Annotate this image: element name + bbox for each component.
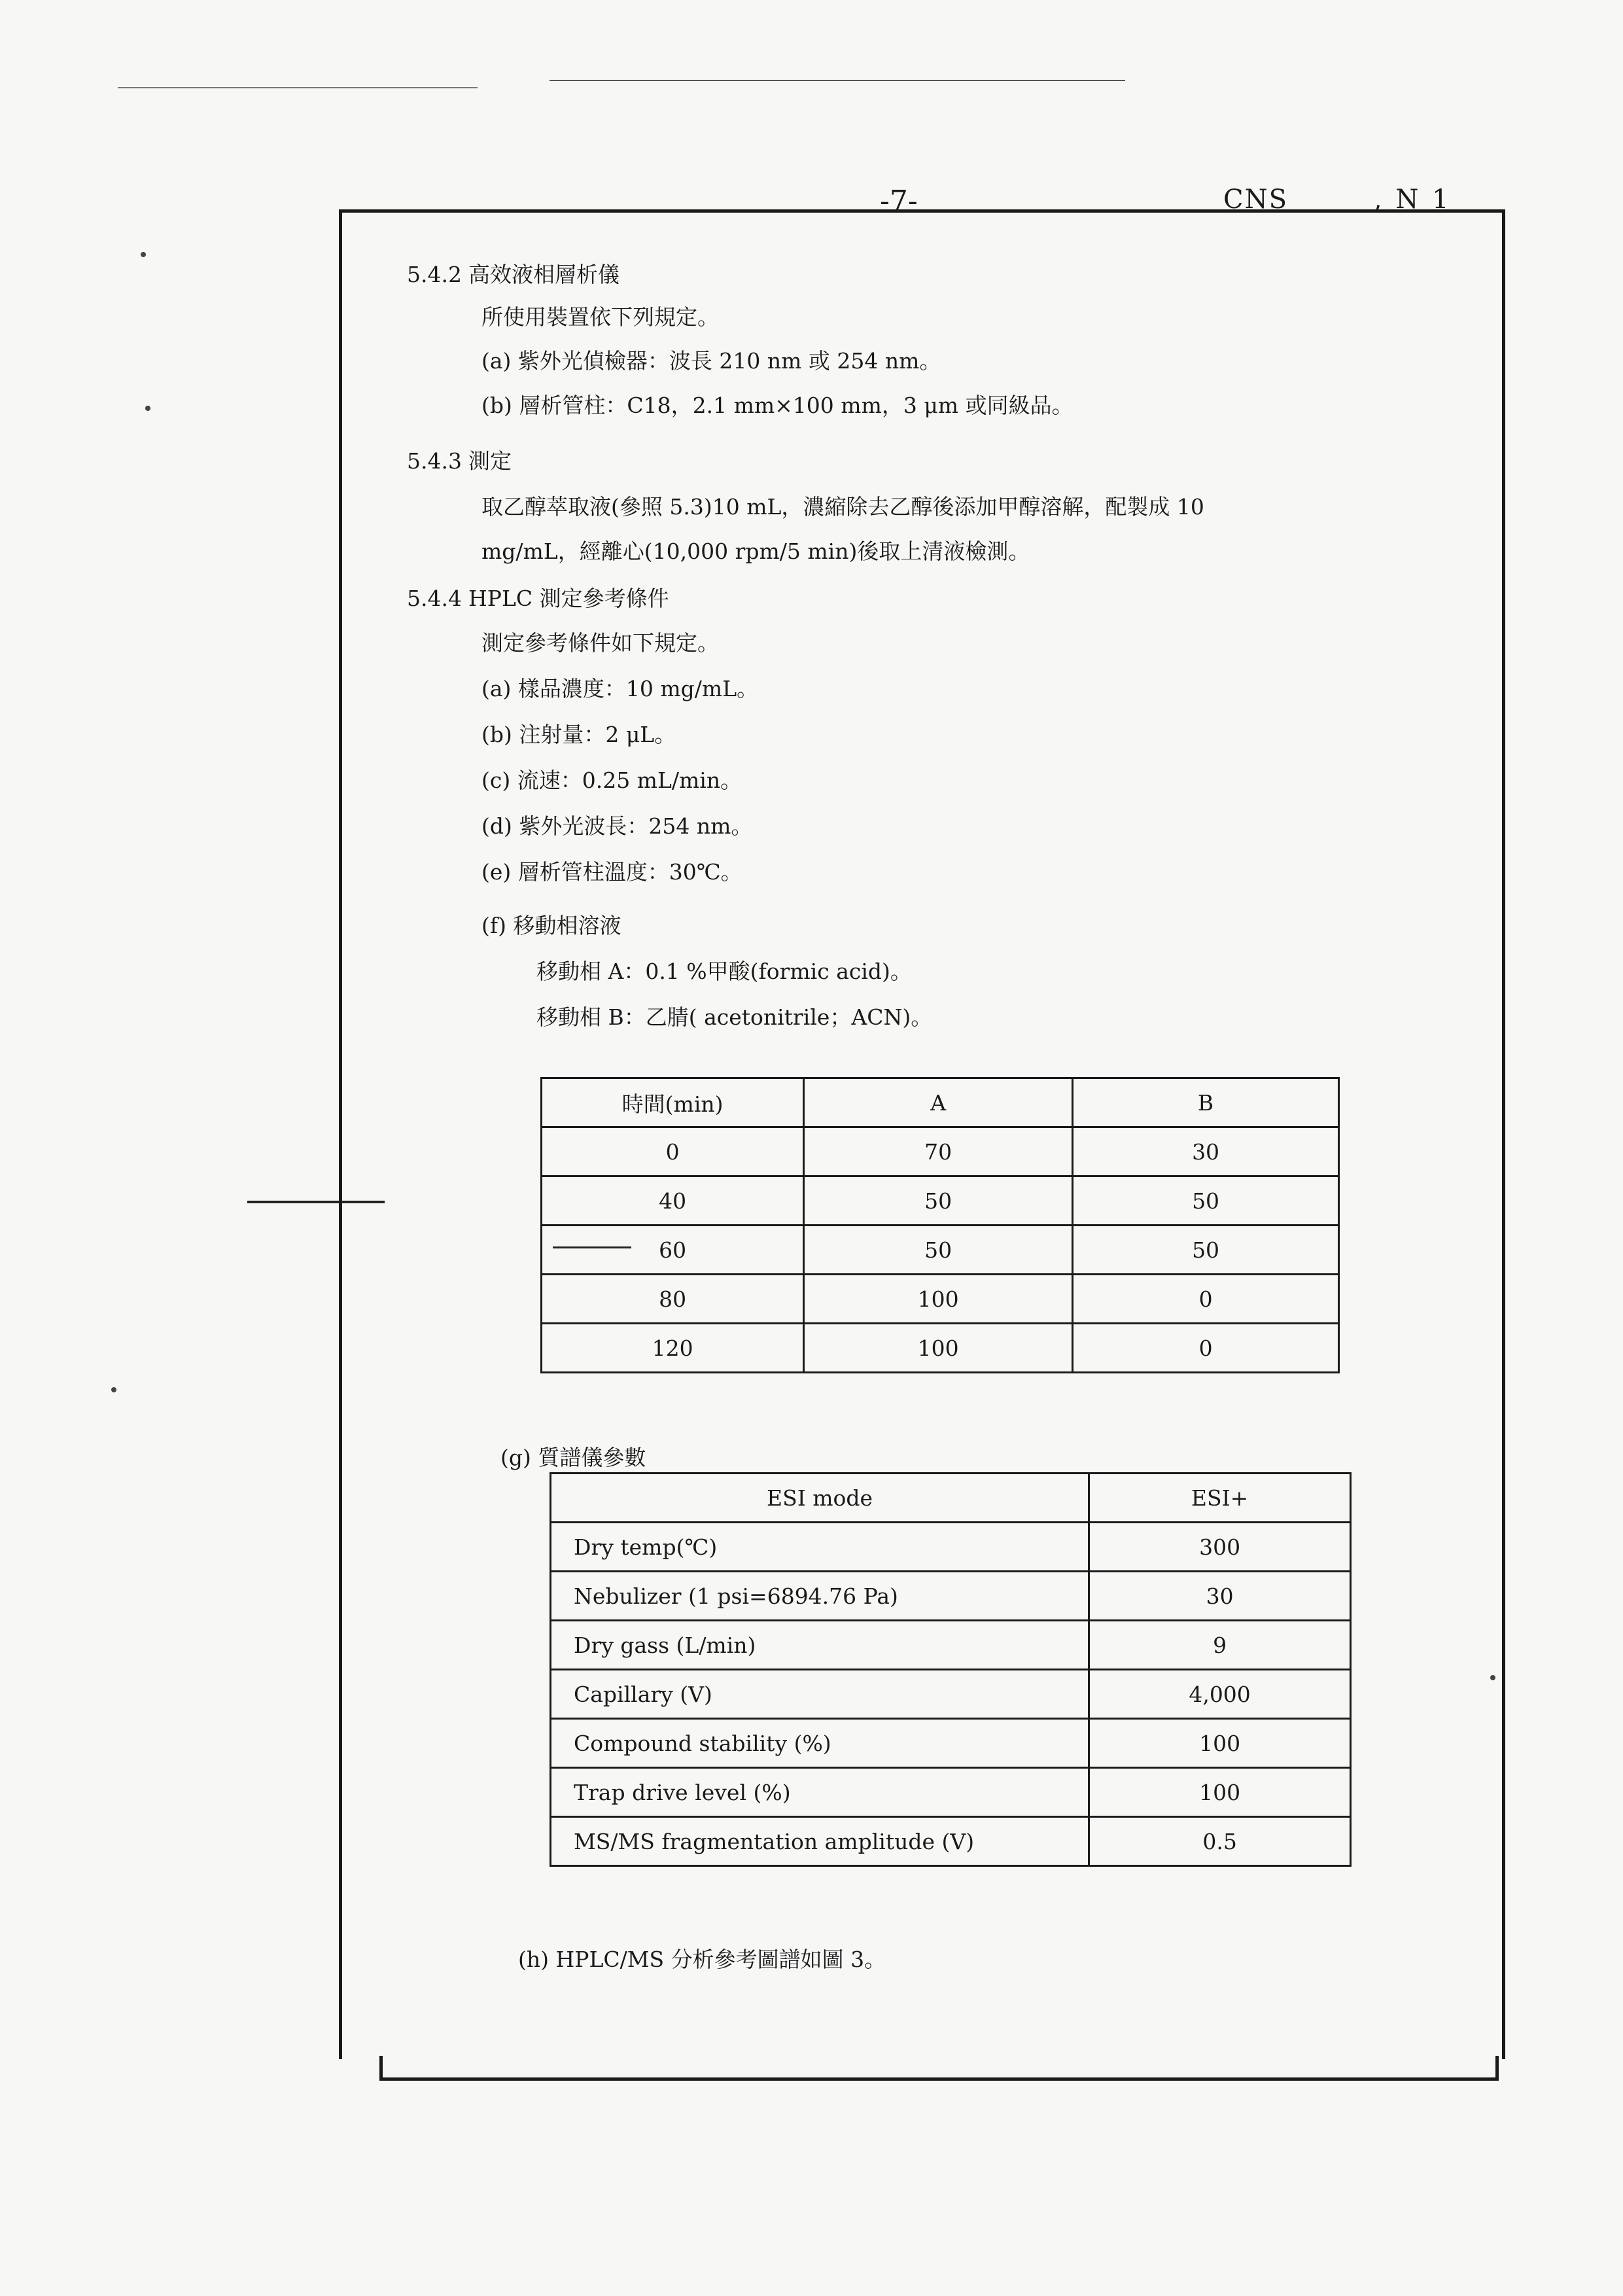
section-title: HPLC 測定參考條件 (468, 586, 669, 611)
uv-wavelength: (d) 紫外光波長：254 nm。 (481, 813, 753, 839)
value-cell: 30 (1089, 1572, 1351, 1621)
section-number: 5.4.3 (407, 448, 462, 474)
table-row (551, 1523, 1351, 1572)
parameter-cell: Nebulizer (1 psi=6894.76 Pa) (551, 1572, 1089, 1621)
page-frame-corner-right (1495, 2056, 1499, 2081)
scan-speck (145, 406, 150, 411)
value-cell: 100 (1089, 1768, 1351, 1817)
section-number: 5.4.2 (407, 262, 462, 287)
time-cell: 40 (542, 1176, 804, 1226)
phase-a-cell: 50 (804, 1226, 1073, 1275)
section-number: 5.4.4 (407, 586, 462, 611)
table-row (551, 1621, 1351, 1670)
section-5-4-2-heading (407, 262, 620, 288)
gradient-table-body (542, 1078, 1339, 1373)
page-number: -7- (880, 185, 918, 218)
parameter-cell: Dry temp(℃) (551, 1523, 1089, 1572)
value-cell: 300 (1089, 1523, 1351, 1572)
table-row (542, 1275, 1339, 1324)
column-temperature: (e) 層析管柱溫度：30℃。 (481, 859, 742, 885)
table-header-row (551, 1474, 1351, 1523)
section-5-4-4-heading (407, 586, 669, 612)
mobile-phase-b: 移動相 B：乙腈( acetonitrile；ACN)。 (536, 1004, 933, 1030)
doc-code: CNS (1223, 185, 1289, 215)
header-cell: ESI+ (1089, 1474, 1351, 1523)
phase-b-cell: 50 (1073, 1176, 1339, 1226)
header-cell: B (1073, 1078, 1339, 1127)
parameter-cell: Dry gass (L/min) (551, 1621, 1089, 1670)
parameter-cell: Capillary (V) (551, 1670, 1089, 1719)
table-row (542, 1324, 1339, 1373)
mobile-phase-heading: (f) 移動相溶液 (481, 913, 621, 938)
doc-suffix: , N 1 (1374, 185, 1452, 215)
value-cell: 0.5 (1089, 1817, 1351, 1866)
phase-a-cell: 100 (804, 1275, 1073, 1324)
reference-spectrum-note: (h) HPLC/MS 分析參考圖譜如圖 3。 (518, 1947, 886, 1972)
ms-params-heading: (g) 質譜儀參數 (500, 1445, 646, 1470)
phase-b-cell: 50 (1073, 1226, 1339, 1275)
value-cell: 100 (1089, 1719, 1351, 1768)
detector-spec: (a) 紫外光偵檢器：波長 210 nm 或 254 nm。 (481, 348, 941, 374)
table-row (551, 1572, 1351, 1621)
section-5-4-3-heading (407, 448, 512, 474)
table-row (542, 1226, 1339, 1275)
table-row (542, 1176, 1339, 1226)
header-cell: A (804, 1078, 1073, 1127)
header-cell: 時間(min) (542, 1078, 804, 1127)
scan-rule-top-left (118, 87, 478, 88)
time-cell: 60 (542, 1226, 804, 1275)
sample-concentration: (a) 樣品濃度：10 mg/mL。 (481, 676, 759, 701)
ms-parameters-table (550, 1472, 1352, 1867)
parameter-cell: Trap drive level (%) (551, 1768, 1089, 1817)
phase-b-cell: 30 (1073, 1127, 1339, 1176)
table-row (551, 1817, 1351, 1866)
injection-volume: (b) 注射量：2 μL。 (481, 722, 676, 747)
page-frame-corner-left (379, 2056, 383, 2081)
measurement-paragraph-line2: mg/mL，經離心(10,000 rpm/5 min)後取上清液檢測。 (481, 539, 1030, 564)
column-spec: (b) 層析管柱：C18，2.1 mm×100 mm，3 μm 或同級品。 (481, 393, 1073, 418)
measurement-paragraph-line1: 取乙醇萃取液(參照 5.3)10 mL，濃縮除去乙醇後添加甲醇溶解，配製成 10 (481, 494, 1204, 520)
section-5-4-4-intro: 測定參考條件如下規定。 (481, 630, 719, 656)
time-cell: 0 (542, 1127, 804, 1176)
value-cell: 9 (1089, 1621, 1351, 1670)
table-row (551, 1719, 1351, 1768)
gradient-table (540, 1077, 1340, 1373)
phase-b-cell: 0 (1073, 1275, 1339, 1324)
phase-a-cell: 100 (804, 1324, 1073, 1373)
scan-speck (111, 1387, 116, 1392)
table-header-row (542, 1078, 1339, 1127)
section-5-4-2-intro: 所使用裝置依下列規定。 (481, 304, 719, 330)
time-cell: 120 (542, 1324, 804, 1373)
parameter-cell: Compound stability (%) (551, 1719, 1089, 1768)
time-cell: 80 (542, 1275, 804, 1324)
phase-a-cell: 70 (804, 1127, 1073, 1176)
page-frame-bottom (379, 2077, 1499, 2081)
phase-b-cell: 0 (1073, 1324, 1339, 1373)
table-row (542, 1127, 1339, 1176)
table-row (551, 1768, 1351, 1817)
parameter-cell: MS/MS fragmentation amplitude (V) (551, 1817, 1089, 1866)
flow-rate: (c) 流速：0.25 mL/min。 (481, 768, 742, 793)
scan-rule-top (550, 80, 1125, 81)
section-title: 高效液相層析儀 (468, 262, 620, 287)
table-row (551, 1670, 1351, 1719)
header-cell: ESI mode (551, 1474, 1089, 1523)
phase-a-cell: 50 (804, 1176, 1073, 1226)
mobile-phase-a: 移動相 A：0.1 %甲酸(formic acid)。 (536, 959, 912, 984)
scan-speck (141, 252, 146, 257)
value-cell: 4,000 (1089, 1670, 1351, 1719)
section-title: 測定 (468, 448, 512, 474)
ms-table-body (551, 1474, 1351, 1866)
